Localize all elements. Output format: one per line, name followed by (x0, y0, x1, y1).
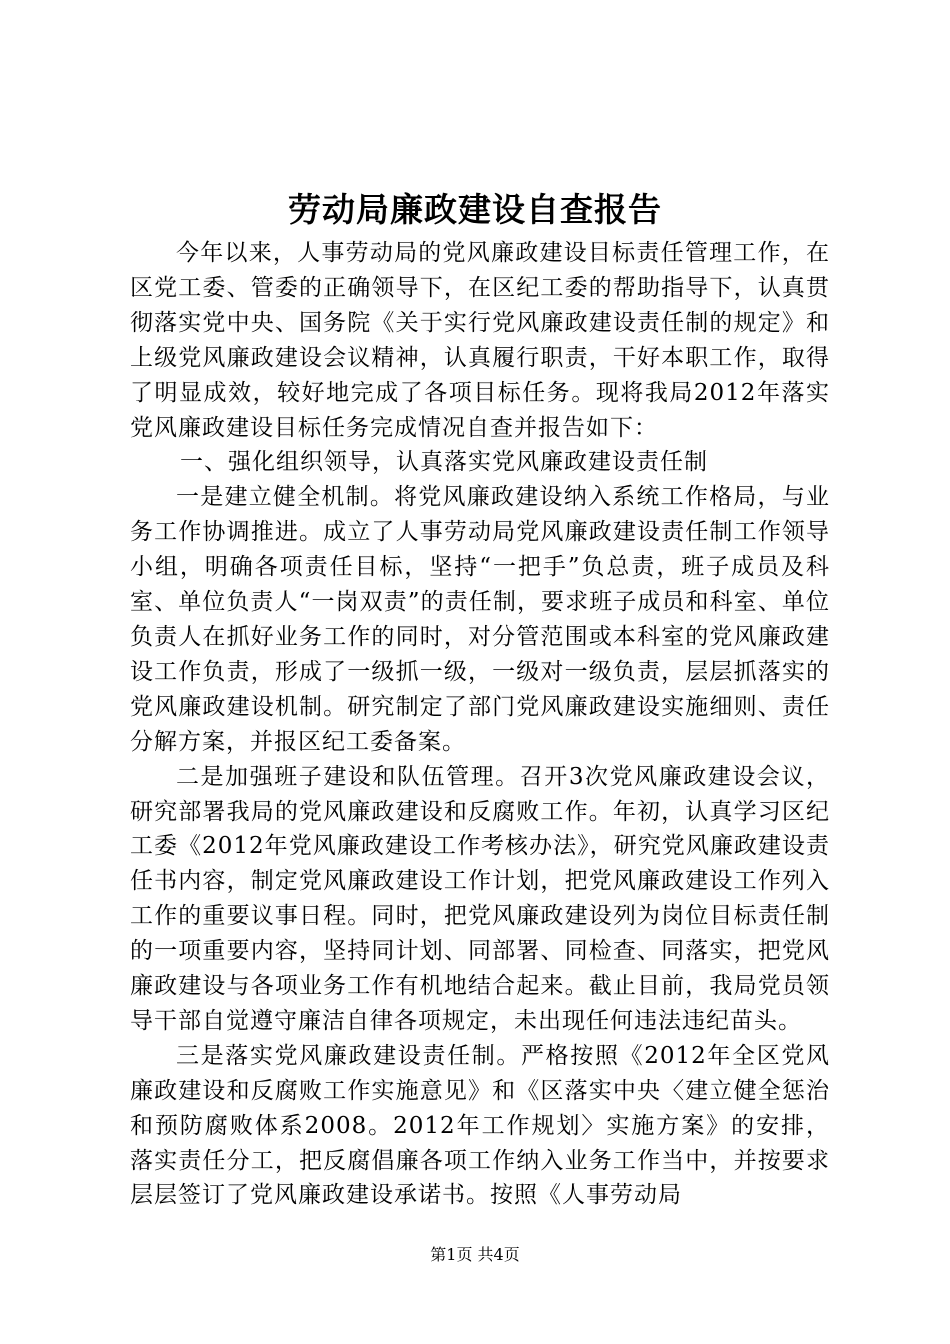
paragraph-mechanism: 一是建立健全机制。将党风廉政建设纳入系统工作格局，与业务工作协调推进。成立了人事劳动局党风廉政建设责任制工作领导小组，明确各项责任目标，坚持“一把手”负总责，班子成员及科室、单位负责人“一岗双责”的责任制，要求班子成员和科室、单位负责人在抓好业务工作的同时，对分管范围或本科室的党风廉政建设工作负责，形成了一级抓一级，一级对一级负责，层层抓落实的党风廉政建设机制。研究制定了部门党风廉政建设实施细则、责任分解方案，并报区纪工委备案。 (130, 484, 830, 755)
intro-paragraph: 今年以来，人事劳动局的党风廉政建设目标责任管理工作，在区党工委、管委的正确领导下，在区纪工委的帮助指导下，认真贯彻落实党中央、国务院《关于实行党风廉政建设责任制的规定》和上级党风廉政建设会议精神，认真履行职责，干好本职工作，取得了明显成效，较好地完成了各项目标任务。现将我局2012年落实党风廉政建设目标任务完成情况自查并报告如下： (130, 240, 830, 441)
document-title: 劳动局廉政建设自查报告 (288, 190, 662, 229)
page-number: 第1页 共4页 (430, 1245, 520, 1264)
paragraph-team-building: 二是加强班子建设和队伍管理。召开3次党风廉政建设会议，研究部署我局的党风廉政建设和反腐败工作。年初，认真学习区纪工委《2012年党风廉政建设工作考核办法》，研究党风廉政建设责任书内容，制定党风廉政建设工作计划，把党风廉政建设工作列入工作的重要议事日程。同时，把党风廉政建设列为岗位目标责任制的一项重要内容，坚持同计划、同部署、同检查、同落实，把党风廉政建设与各项业务工作有机地结合起来。截止目前，我局党员领导干部自觉遵守廉洁自律各项规定，未出现任何违法违纪苗头。 (130, 763, 830, 1034)
document-body (130, 236, 830, 1213)
paragraph-responsibility: 三是落实党风廉政建设责任制。严格按照《2012年全区党风廉政建设和反腐败工作实施意见》和《区落实中央〈建立健全惩治和预防腐败体系2008。2012年工作规划〉实施方案》的安排，落实责任分工，把反腐倡廉各项工作纳入业务工作当中，并按要求层层签订了党风廉政建设承诺书。按照《人事劳动局 (130, 1042, 830, 1209)
section-heading: 一、强化组织领导，认真落实党风廉政建设责任制 (180, 449, 708, 476)
